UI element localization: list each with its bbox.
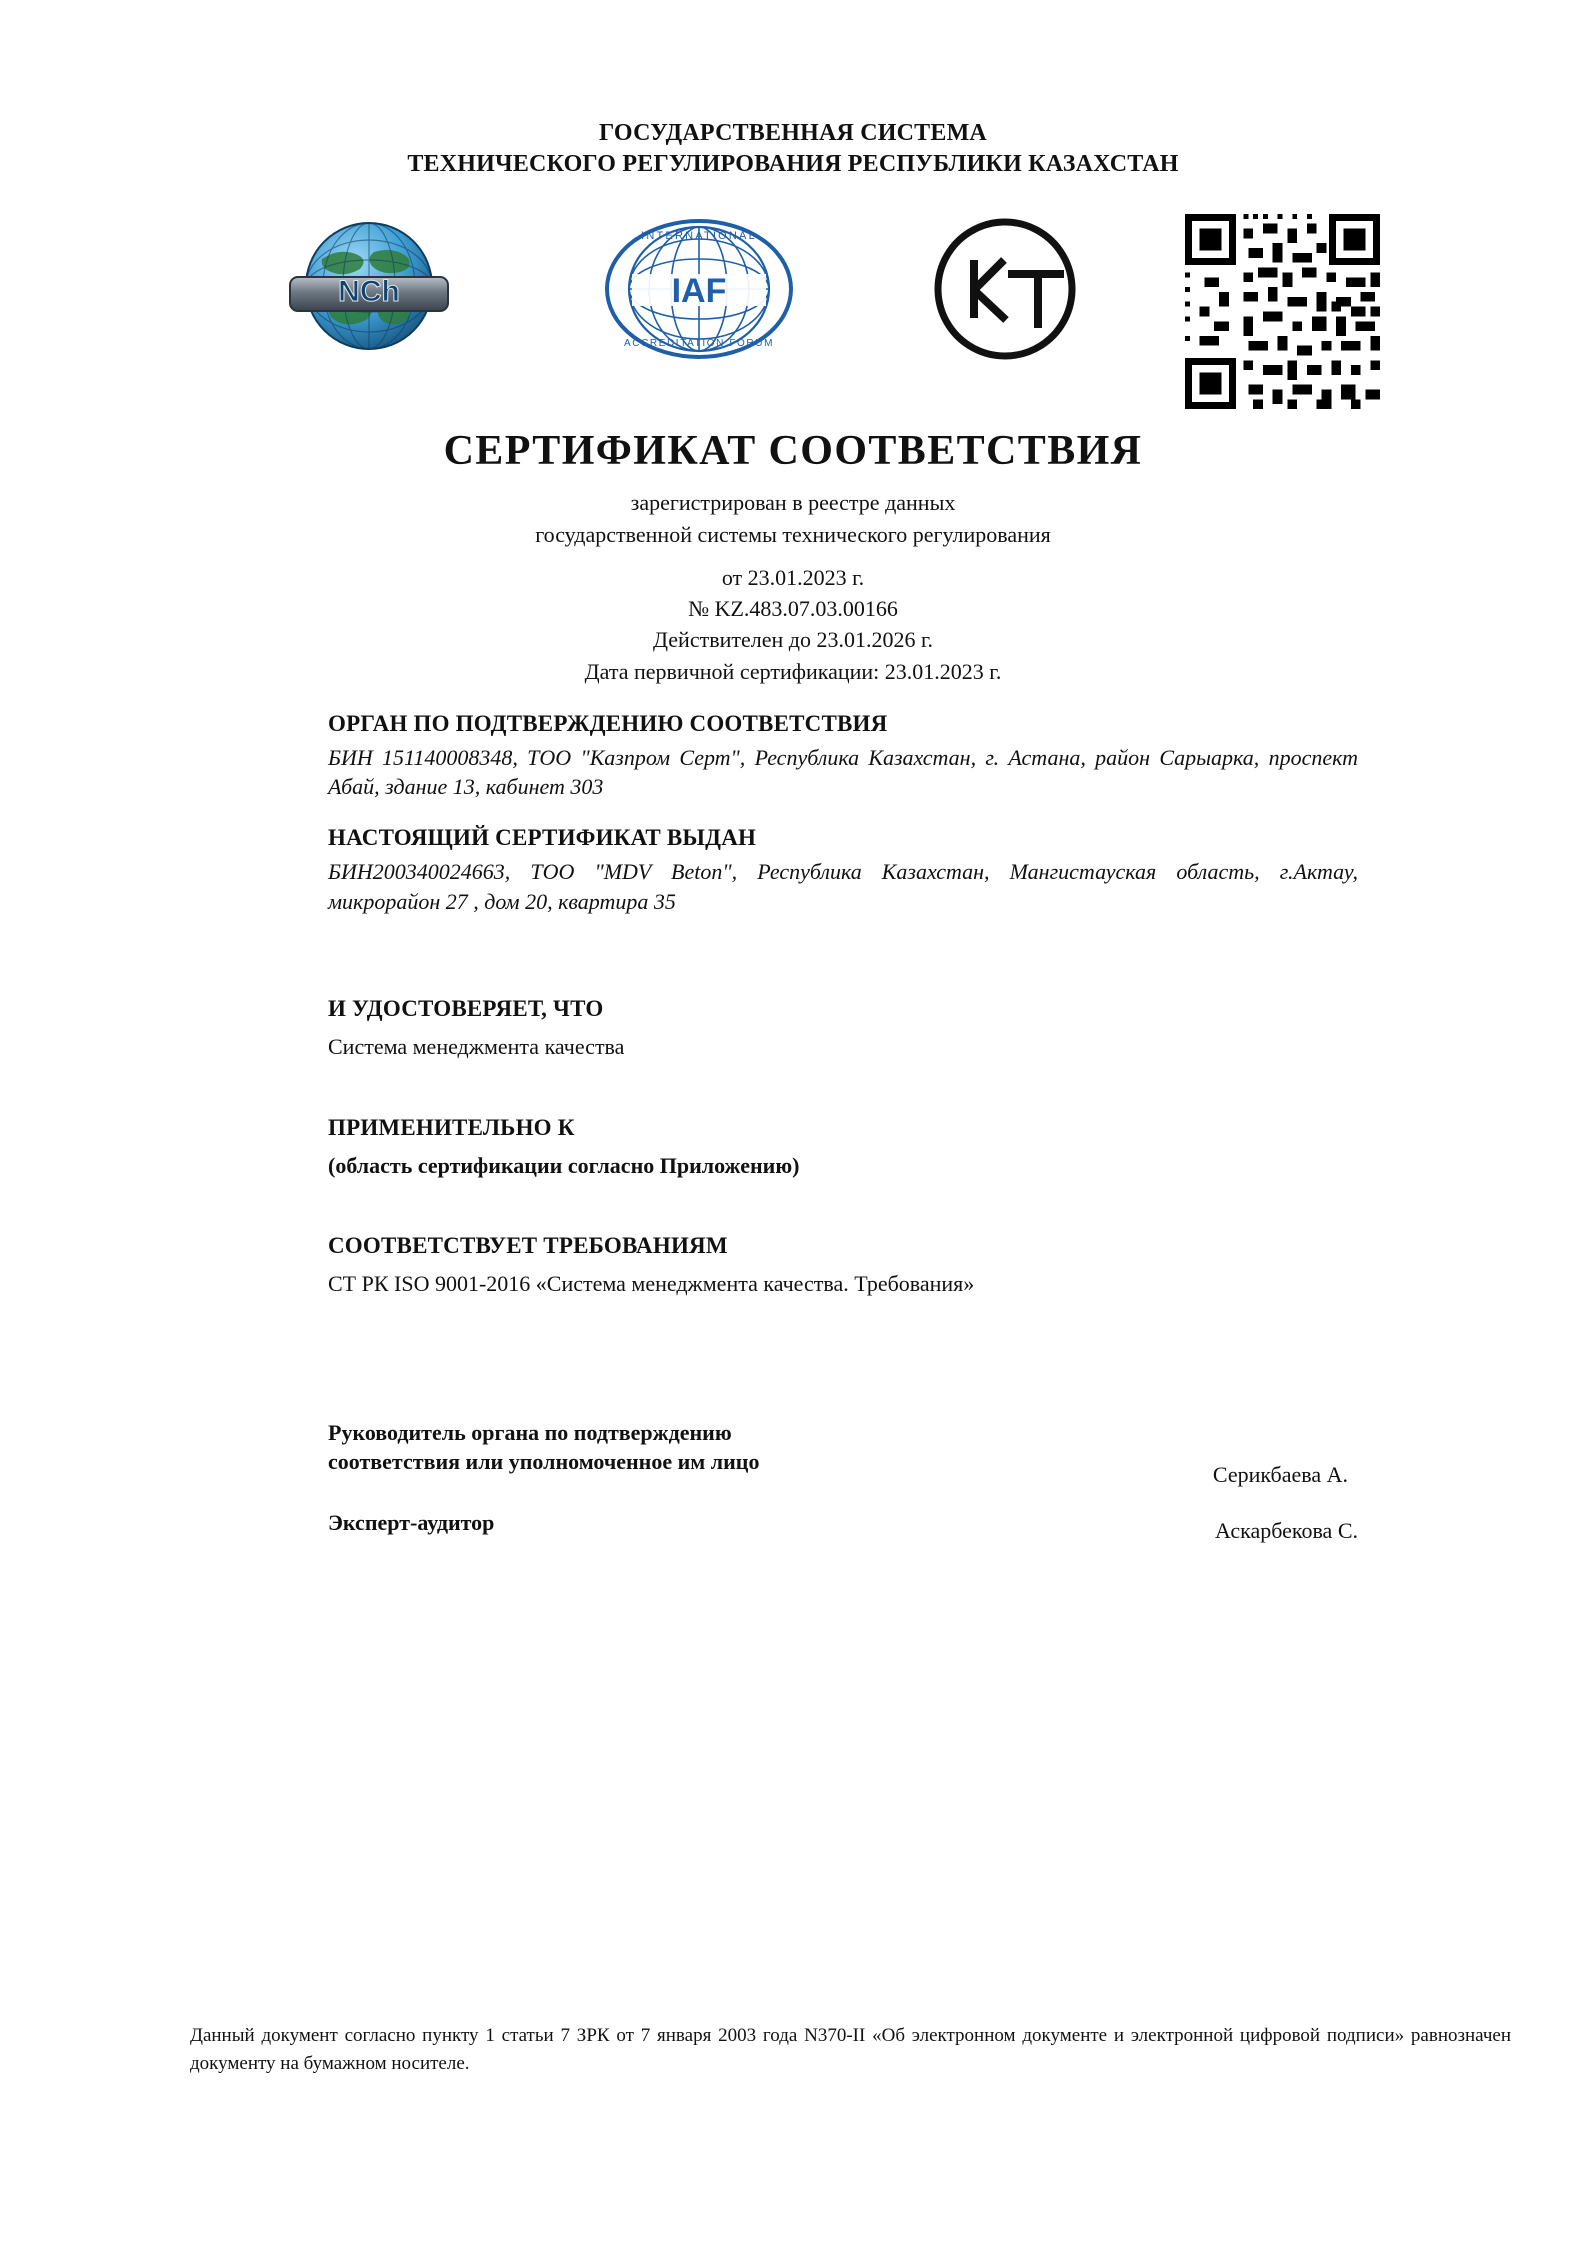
nch-globe-icon <box>282 214 457 364</box>
conformity-body-heading: ОРГАН ПО ПОДТВЕРЖДЕНИЮ СООТВЕТСТВИЯ <box>328 710 888 736</box>
gov-header-line-1: ГОСУДАРСТВЕННАЯ СИСТЕМА <box>599 120 987 146</box>
conforms-standard-text: СТ РК ISO 9001-2016 «Система менеджмента качества. Требования» <box>328 1271 975 1297</box>
first-certification-date: Дата первичной сертификации: 23.01.2023 г. <box>584 658 1002 684</box>
kt-conformity-mark-icon <box>930 214 1080 364</box>
valid-until: Действителен до 23.01.2026 г. <box>653 627 933 653</box>
issued-to-text: БИН200340024663, ТОО "MDV Beton", Республика Казахстан, Мангистауская область, г.Актау, микрорайон 27 , дом 20, квартира 35 <box>328 859 1358 914</box>
certificate-number: № KZ.483.07.03.00166 <box>688 596 898 622</box>
spacer <box>328 1061 1368 1091</box>
certificate-body <box>143 711 1443 1549</box>
certificate-title <box>0 427 1586 686</box>
certifies-heading: И УДОСТОВЕРЯЕТ, ЧТО <box>328 995 604 1021</box>
applicable-scope-text: (область сертификации согласно Приложению) <box>328 1153 800 1179</box>
gov-header <box>0 118 1586 179</box>
auditor-role: Эксперт-аудитор <box>328 1510 495 1536</box>
logo-row <box>0 204 1586 409</box>
legal-footer: Данный документ согласно пункту 1 статьи 7 ЗРК от 7 января 2003 года N370-II «Об электронном документе и электронной цифровой подписи» равнозначен документу на бумажном носителе. <box>190 2025 1511 2074</box>
spacer <box>328 1179 1368 1209</box>
svg-text:NCh: NCh <box>338 275 400 309</box>
spacer <box>328 916 1368 972</box>
signature-block <box>328 1418 1368 1548</box>
certifies-text: Система менеджмента качества <box>328 1033 625 1059</box>
issued-to-heading: НАСТОЯЩИЙ СЕРТИФИКАТ ВЫДАН <box>328 825 757 851</box>
signatory-role-line-1: Руководитель органа по подтверждению <box>328 1420 732 1446</box>
applicable-heading: ПРИМЕНИТЕЛЬНО К <box>328 1115 575 1141</box>
iaf-logo-icon <box>604 217 794 362</box>
conforms-heading: СООТВЕТСТВУЕТ ТРЕБОВАНИЯМ <box>328 1233 728 1259</box>
issue-date: от 23.01.2023 г. <box>721 564 865 590</box>
svg-text:INTERNATIONAL: INTERNATIONAL <box>641 230 757 243</box>
auditor-name: Аскарбекова С. <box>1215 1518 1358 1544</box>
svg-text:IAF: IAF <box>671 272 727 311</box>
qr-code-icon <box>1175 209 1390 414</box>
registered-line-1: зарегистрирован в реестре данных <box>630 490 956 516</box>
page-title: СЕРТИФИКАТ СООТВЕТСТВИЯ <box>443 428 1143 475</box>
registered-line-2: государственной системы технического регулирования <box>535 521 1051 547</box>
conformity-body-text: БИН 151140008348, ТОО "Казпром Серт", Республика Казахстан, г. Астана, район Сарыарка, проспект Абай, здание 13, кабинет 303 <box>328 744 1358 800</box>
gov-header-line-2: ТЕХНИЧЕСКОГО РЕГУЛИРОВАНИЯ РЕСПУБЛИКИ КАЗАХСТАН <box>407 150 1179 177</box>
svg-text:ACCREDITATION FORUM: ACCREDITATION FORUM <box>623 338 775 350</box>
signatory-role-line-2: соответствия или уполномоченное им лицо <box>328 1449 760 1475</box>
signatory-name: Серикбаева А. <box>1212 1462 1348 1488</box>
